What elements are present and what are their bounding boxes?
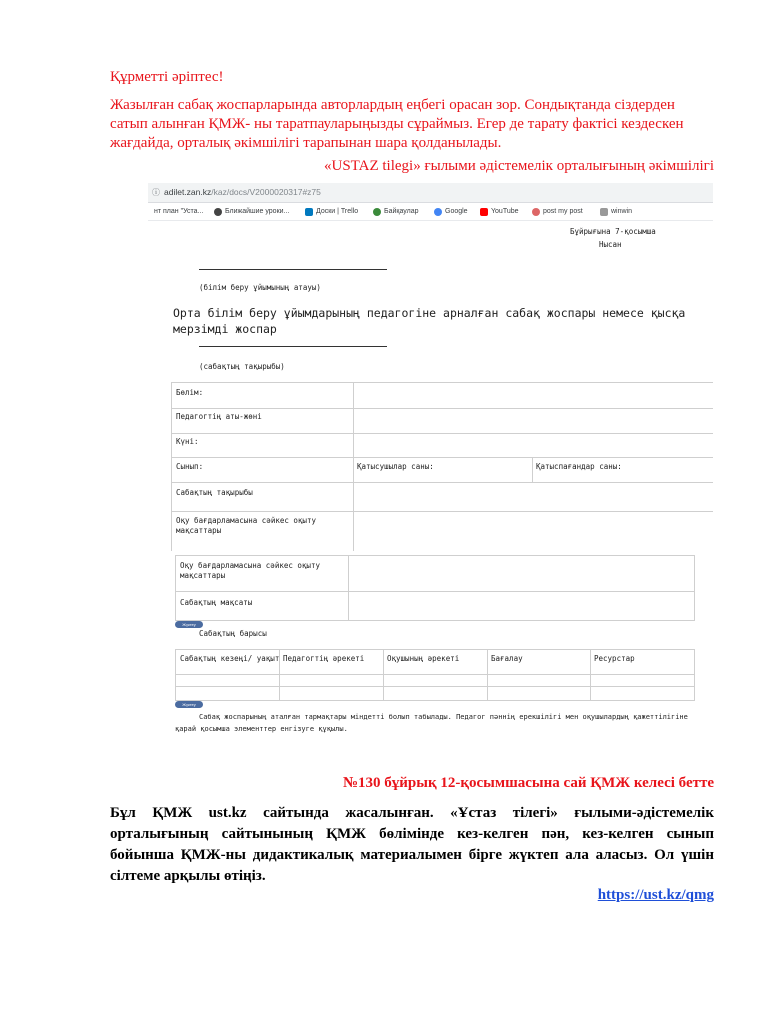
present-count: Қатысушылар саны: (357, 462, 434, 471)
topic-line (199, 346, 387, 347)
bookmark-item: Доски | Trello (305, 203, 358, 220)
greeting: Құрметті әріптес! (110, 69, 224, 85)
intro-paragraph: Жазылған сабақ жоспарларында авторлардың еңбегі орасан зор. Сондықтанда сіздерден сатып алынған ҚМЖ- ны таратпауларыңызды сұраймыз. Егер де тарату фактісі кездескен жағдайда, орталық әкімшілігі тарапынан шара қолданылады. (110, 97, 684, 151)
row-teacher: Педагогтің аты-жөні (176, 412, 262, 421)
progress-table (175, 649, 695, 701)
form-title: Орта білім беру ұйымдарының педагогіне арналған сабақ жоспары немесе қысқа мерзімді жоспар (173, 306, 686, 336)
col-teacher-action: Педагогтің әрекеті (283, 654, 365, 663)
progress-caption: Сабақтың барысы (199, 629, 267, 638)
row-objectives: Оқу бағдарламасына сәйкес оқыту мақсаттары (176, 516, 316, 535)
bookmark-item: winwin (600, 203, 632, 220)
col-stage: Сабақтың кезеңі/ уақыт (180, 654, 280, 663)
body-paragraph: Бұл ҚМЖ ust.kz сайтында жасалынған. «Ұстаз тілегі» ғылыми-әдістемелік орталығының сайтынының ҚМЖ бөлімінде кез-келген пән, кез-келген сынып бойынша ҚМЖ-ны дидактикалық материалымен бірге жүктеп ала аласыз. Ол үшін сілтеме арқылы өтіңіз. (110, 805, 714, 884)
site-icon (532, 208, 540, 216)
address-bar (148, 183, 713, 203)
qmg-link[interactable]: https://ust.kz/qmg (597, 887, 714, 903)
col-resources: Ресурстар (594, 654, 635, 663)
row-objectives-2: Оқу бағдарламасына сәйкес оқыту мақсаттары (180, 561, 320, 580)
download-pill: Жүктеу (175, 701, 203, 708)
absent-count: Қатыспағандар саны: (536, 462, 622, 471)
embedded-screenshot (148, 183, 713, 737)
bookmark-item: YouTube (480, 203, 519, 220)
trello-icon (305, 208, 313, 216)
col-student-action: Оқушының әрекеті (387, 654, 460, 663)
row-goal: Сабақтың мақсаты (180, 598, 253, 607)
bookmark-item: Google (434, 203, 468, 220)
address-host: adilet.zan.kz (164, 187, 212, 197)
topic-caption: (сабақтың тақырыбы) (199, 362, 285, 371)
address-path: /kaz/docs/V2000020317#z75 (211, 187, 321, 197)
download-pill: Жүктеу (175, 621, 203, 628)
youtube-icon (480, 208, 488, 216)
bookmarks-bar (148, 203, 713, 221)
org-line (199, 269, 387, 270)
form-label: Нысан (599, 240, 622, 249)
site-icon (600, 208, 608, 216)
bookmark-item: Ближайшие уроки... (214, 203, 289, 220)
site-icon (214, 208, 222, 216)
signature: «USTAZ tilegi» ғылыми әдістемелік орталығының әкімшілігі (324, 158, 714, 174)
objectives-table (175, 555, 695, 621)
org-caption: (білім беру ұйымының атауы) (199, 283, 321, 292)
row-section: Бөлім: (176, 388, 204, 397)
footnote: Сабақ жоспарының аталған тармақтары міндетті болып табылады. Педагог пәннің ерекшілігі мен оқушылардың қажеттілігіне қарай қосымша элементтер енгізуге құқылы. (175, 713, 688, 733)
appendix-label: Бұйрығына 7-қосымша (570, 227, 656, 236)
site-icon (373, 208, 381, 216)
info-icon: ⓘ (152, 188, 160, 197)
bookmark-item: post my post (532, 203, 583, 220)
order-note: №130 бұйрық 12-қосымшасына сай ҚМЖ келесі бетте (342, 775, 714, 791)
col-assessment: Бағалау (491, 654, 523, 663)
row-date: Күні: (176, 437, 199, 446)
bookmark-item: Байқаулар (373, 203, 419, 220)
lesson-info-table (171, 382, 713, 551)
bookmark-item: нт план "Уста... (154, 208, 204, 215)
row-class: Сынып: (176, 462, 204, 471)
row-topic: Сабақтың тақырыбы (176, 488, 253, 497)
google-icon (434, 208, 442, 216)
